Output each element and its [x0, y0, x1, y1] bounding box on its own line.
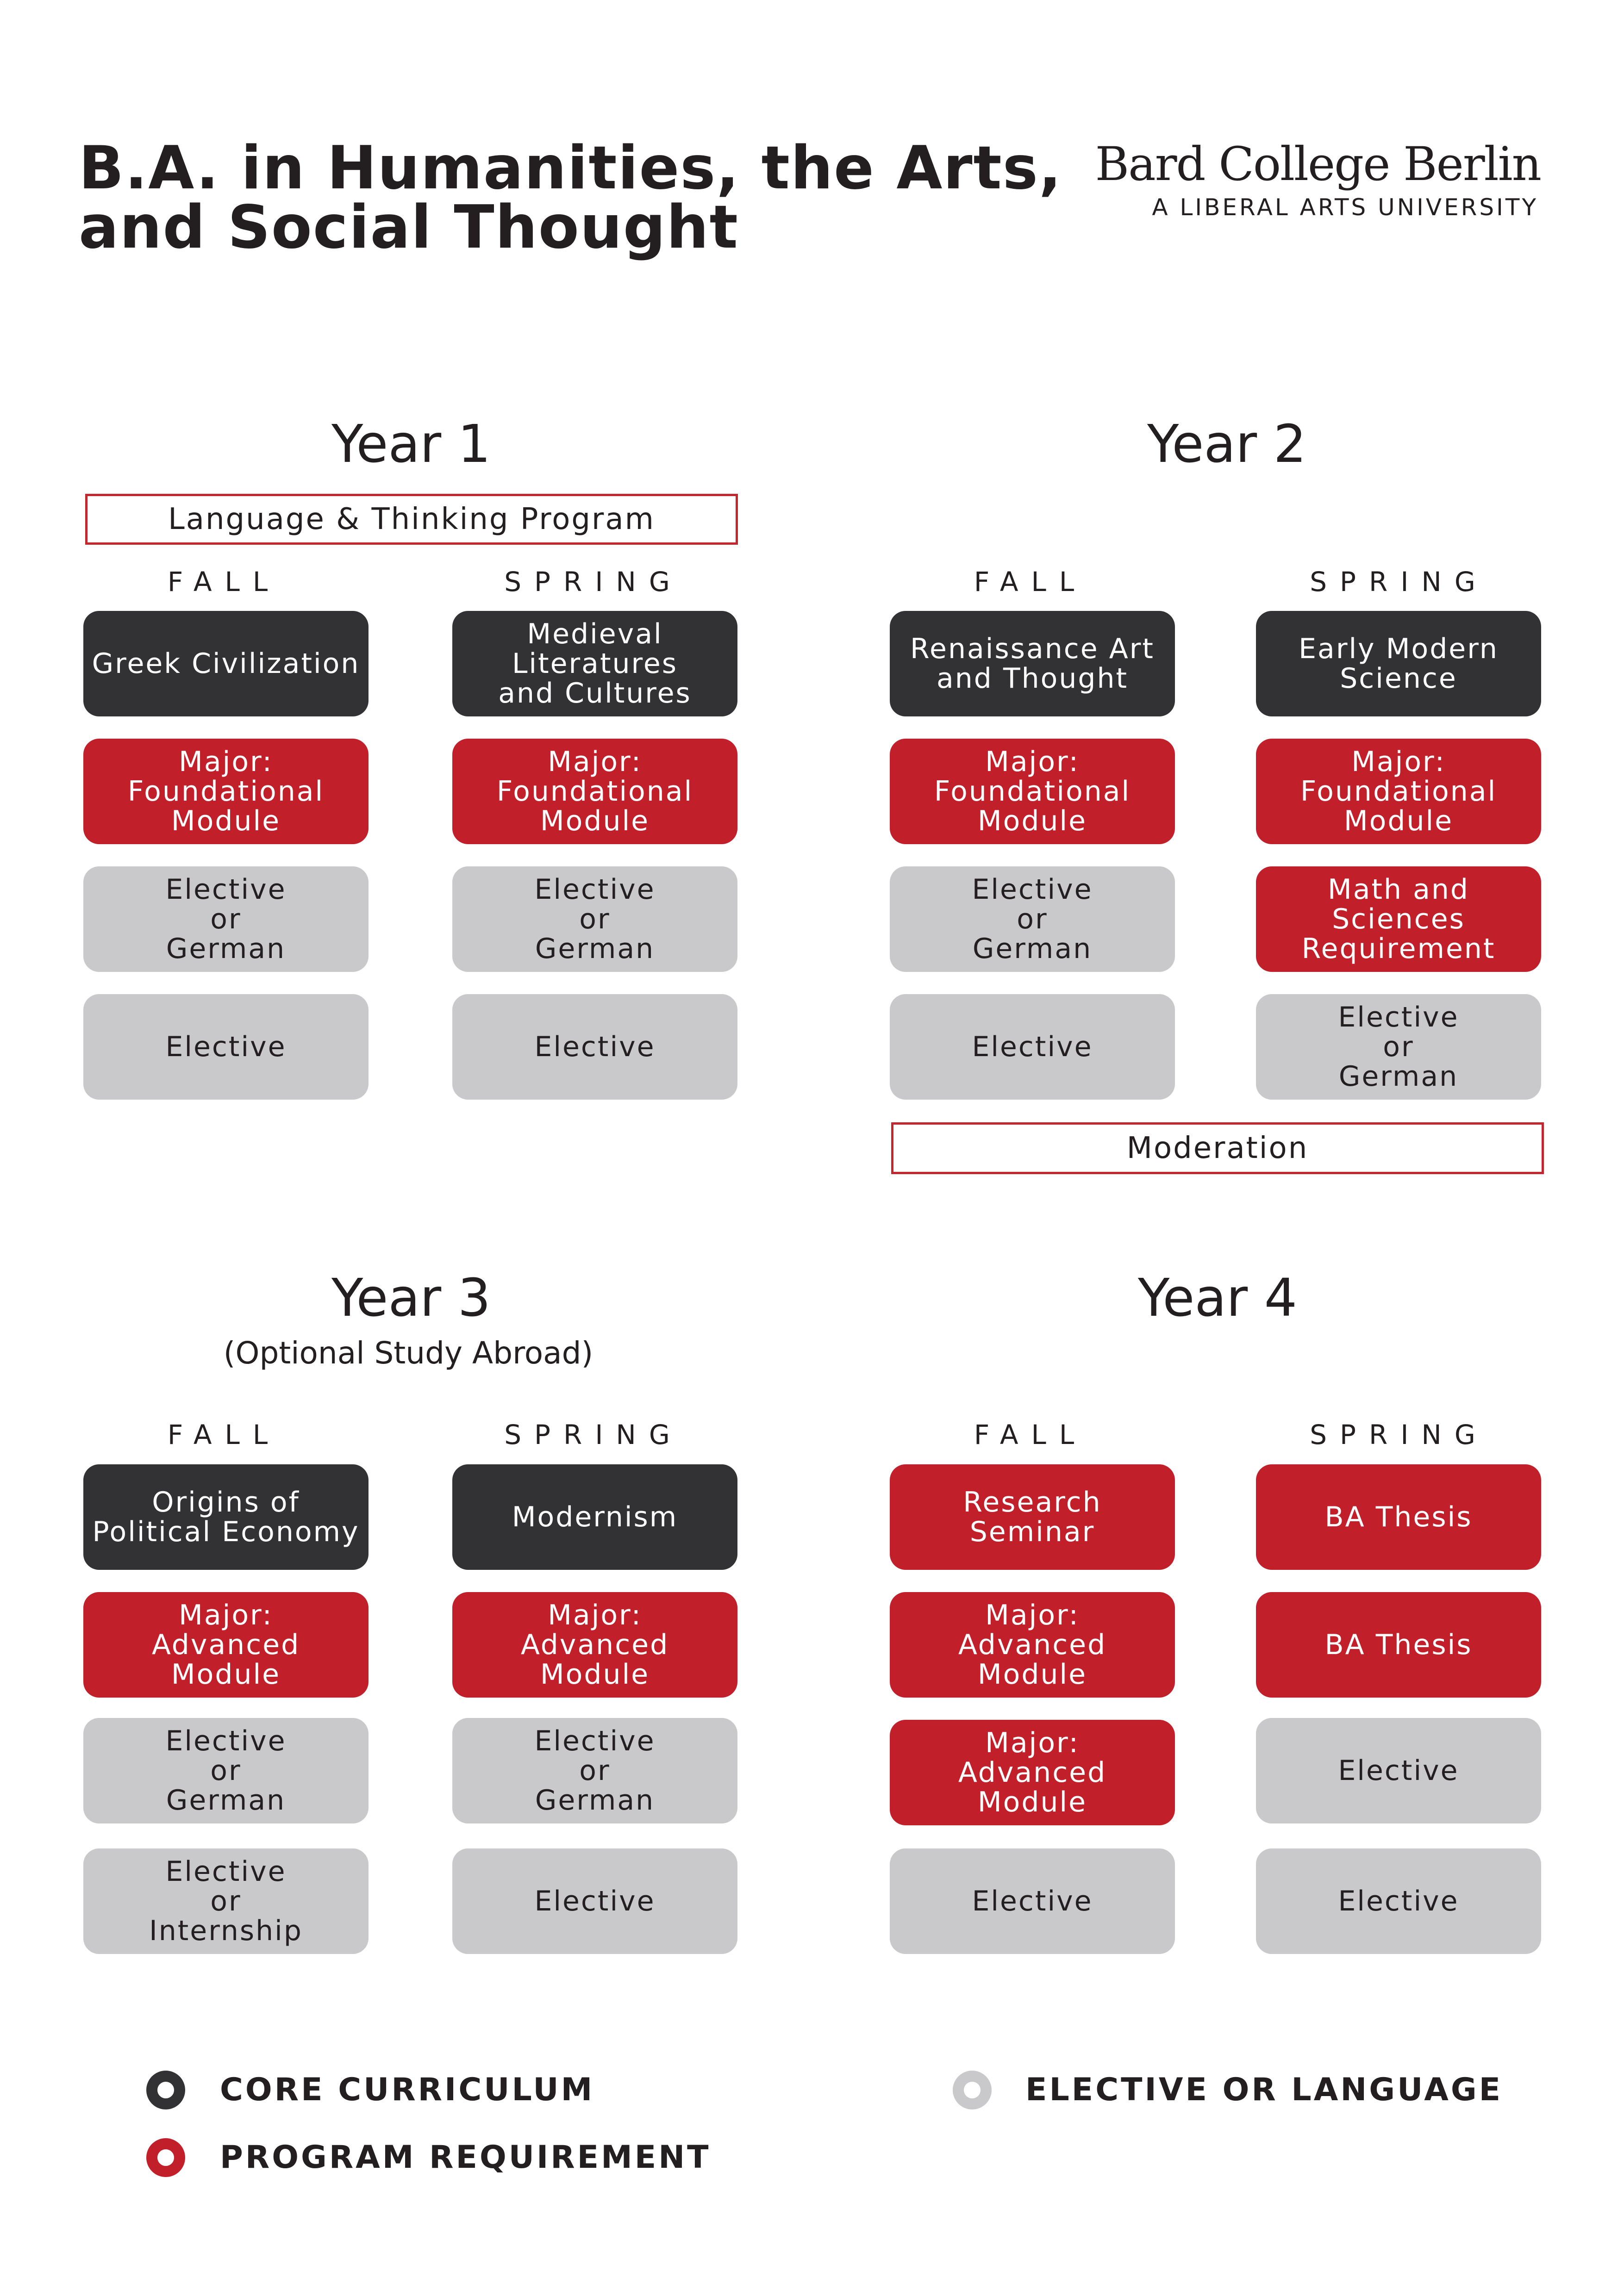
- course-greek-civilization: Greek Civilization: [83, 611, 369, 716]
- moderation-milestone: Moderation: [891, 1122, 1544, 1174]
- course-elective-or-german: Elective or German: [452, 1718, 737, 1823]
- course-elective-or-german: Elective or German: [83, 1718, 369, 1823]
- course-early-modern-science: Early Modern Science: [1256, 611, 1541, 716]
- year-3-fall-label: FALL: [167, 1419, 281, 1450]
- program-requirement-legend-icon: [146, 2138, 185, 2177]
- course-elective-or-internship: Elective or Internship: [83, 1848, 369, 1954]
- course-math-and-sciences-requirement: Math and Sciences Requirement: [1256, 866, 1541, 972]
- year-1-fall-label: FALL: [167, 566, 281, 597]
- year-3-spring-label: SPRING: [504, 1419, 683, 1450]
- year-3-title: Year 3: [331, 1268, 491, 1328]
- course-elective-or-german: Elective or German: [1256, 994, 1541, 1100]
- year-4-spring-label: SPRING: [1310, 1419, 1488, 1450]
- course-elective-or-german: Elective or German: [890, 866, 1175, 972]
- page-title-line-1: B.A. in Humanities, the Arts,: [79, 134, 1062, 203]
- course-major-foundational-module: Major: Foundational Module: [1256, 739, 1541, 844]
- course-major-advanced-module: Major: Advanced Module: [890, 1592, 1175, 1698]
- course-elective: Elective: [1256, 1718, 1541, 1823]
- year-4-title: Year 4: [1138, 1268, 1297, 1328]
- course-major-foundational-module: Major: Foundational Module: [452, 739, 737, 844]
- course-major-foundational-module: Major: Foundational Module: [83, 739, 369, 844]
- language-thinking-program-banner: Language & Thinking Program: [85, 494, 738, 545]
- legend-program-requirement: PROGRAM REQUIREMENT: [220, 2139, 711, 2176]
- course-medieval-literatures-and-cultures: Medieval Literatures and Cultures: [452, 611, 737, 716]
- legend-elective-or-language: ELECTIVE OR LANGUAGE: [1025, 2072, 1503, 2108]
- course-major-advanced-module: Major: Advanced Module: [452, 1592, 737, 1698]
- bard-college-berlin-logo: Bard College Berlin: [1095, 137, 1541, 191]
- optional-study-abroad-note: (Optional Study Abroad): [223, 1335, 593, 1371]
- year-2-title: Year 2: [1147, 414, 1306, 474]
- year-2-fall-label: FALL: [974, 566, 1087, 597]
- course-major-advanced-module: Major: Advanced Module: [890, 1720, 1175, 1825]
- legend-core-curriculum: CORE CURRICULUM: [220, 2072, 595, 2108]
- course-elective: Elective: [452, 1848, 737, 1954]
- course-elective-or-german: Elective or German: [83, 866, 369, 972]
- year-2-spring-label: SPRING: [1310, 566, 1488, 597]
- course-ba-thesis: BA Thesis: [1256, 1464, 1541, 1570]
- year-4-fall-label: FALL: [974, 1419, 1087, 1450]
- course-elective: Elective: [83, 994, 369, 1100]
- year-1-title: Year 1: [331, 414, 491, 474]
- course-major-foundational-module: Major: Foundational Module: [890, 739, 1175, 844]
- course-elective: Elective: [1256, 1848, 1541, 1954]
- course-ba-thesis: BA Thesis: [1256, 1592, 1541, 1698]
- core-curriculum-legend-icon: [146, 2071, 185, 2109]
- course-research-seminar: Research Seminar: [890, 1464, 1175, 1570]
- year-1-spring-label: SPRING: [504, 566, 683, 597]
- course-origins-of-political-economy: Origins of Political Economy: [83, 1464, 369, 1570]
- elective-or-language-legend-icon: [953, 2071, 992, 2109]
- course-elective: Elective: [890, 994, 1175, 1100]
- logo-tagline: A LIBERAL ARTS UNIVERSITY: [1152, 194, 1538, 221]
- course-major-advanced-module: Major: Advanced Module: [83, 1592, 369, 1698]
- course-elective: Elective: [452, 994, 737, 1100]
- course-elective: Elective: [890, 1848, 1175, 1954]
- page-title-line-2: and Social Thought: [79, 193, 739, 262]
- course-modernism: Modernism: [452, 1464, 737, 1570]
- course-renaissance-art-and-thought: Renaissance Art and Thought: [890, 611, 1175, 716]
- course-elective-or-german: Elective or German: [452, 866, 737, 972]
